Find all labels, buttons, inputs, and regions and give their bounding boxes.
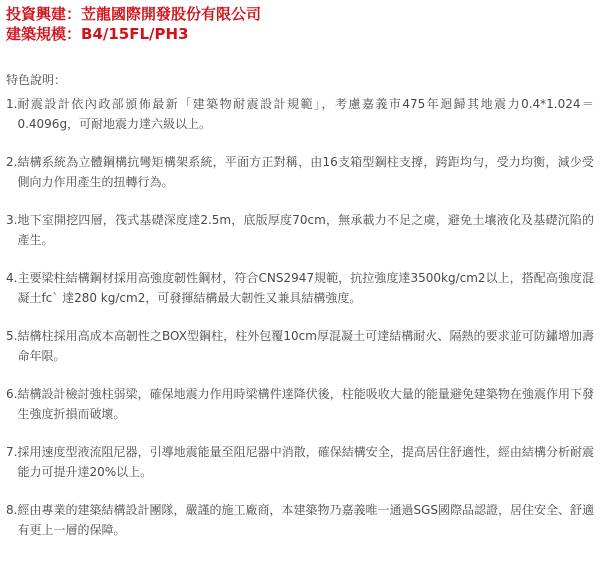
- feature-item: [6, 384, 594, 424]
- developer-line: [6, 4, 594, 24]
- feature-text: 主要梁柱結構鋼材採用高強度韌性鋼材，符合CNS2947規範，抗拉強度達3500kg/cm2以上，搭配高強度混凝土fc` 達280 kg/cm2，可發揮結構最大韌性又兼具結構強度。: [17, 271, 594, 305]
- feature-text: 結構設計檢討強柱弱梁，確保地震力作用時梁構件達降伏後，柱能吸收大量的能量避免建築物在強震作用下發生強度折損而破壞。: [17, 387, 594, 421]
- feature-number: 4.: [6, 271, 18, 285]
- feature-number: 7.: [6, 445, 18, 459]
- feature-item: [6, 500, 594, 540]
- feature-item: [6, 326, 594, 366]
- features-title: 特色說明：: [6, 73, 67, 87]
- developer-label: 投資興建：: [6, 5, 82, 23]
- feature-number: 1.: [6, 97, 18, 111]
- feature-text: 經由專業的建築結構設計團隊，嚴謹的施工廠商，本建築物乃嘉義唯一通過SGS國際品認證，居住安全、舒適有更上一層的保障。: [17, 503, 594, 537]
- feature-item: [6, 442, 594, 482]
- feature-number: 5.: [6, 329, 18, 343]
- features-list: [6, 94, 594, 540]
- feature-text: 地下室開挖四層，筏式基礎深度達2.5m，底版厚度70cm，無承載力不足之虞，避免土壤液化及基礎沉陷的產生。: [17, 213, 594, 247]
- feature-item: [6, 152, 594, 192]
- feature-item: [6, 268, 594, 308]
- project-info: [6, 4, 594, 558]
- developer-name: 苙龍國際開發股份有限公司: [81, 5, 262, 23]
- building-scale-value: B4/15FL/PH3: [81, 25, 189, 43]
- feature-number: 2.: [6, 155, 18, 169]
- feature-text: 結構系統為立體鋼構抗彎矩構架系統，平面方正對稱，由16支箱型鋼柱支撐，跨距均勻，受力均衡，減少受側向力作用產生的扭轉行為。: [17, 155, 594, 189]
- feature-item: [6, 210, 594, 250]
- feature-text: 採用速度型液流阻尼器，引導地震能量至阻尼器中消散，確保結構安全，提高居住舒適性，經由結構分析耐震能力可提升達20%以上。: [17, 445, 594, 479]
- features-section: [6, 72, 594, 540]
- feature-text: 耐震設計依內政部頒佈最新「建築物耐震設計規範」，考慮嘉義市475年迴歸其地震力0.4*1.024＝0.4096g，可耐地震力達六級以上。: [17, 97, 594, 131]
- building-scale-label: 建築規模：: [6, 25, 82, 43]
- building-scale-line: [6, 24, 594, 44]
- feature-number: 6.: [6, 387, 18, 401]
- feature-text: 結構柱採用高成本高韌性之BOX型鋼柱，柱外包覆10cm厚混凝土可達結構耐火、隔熱的要求並可防鏽增加壽命年限。: [17, 329, 594, 363]
- feature-number: 8.: [6, 503, 18, 517]
- feature-number: 3.: [6, 213, 18, 227]
- feature-item: [6, 94, 594, 134]
